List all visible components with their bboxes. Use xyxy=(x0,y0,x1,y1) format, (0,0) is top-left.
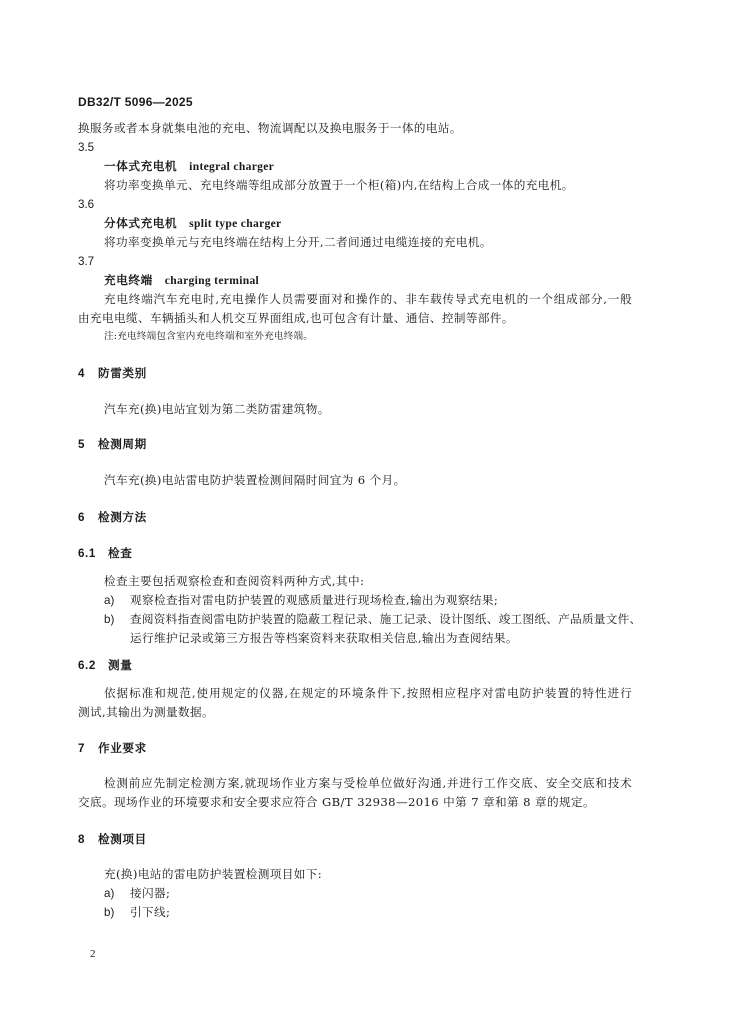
list-label: b) xyxy=(104,613,115,626)
subsection-number: 6.1 xyxy=(78,547,96,560)
term-zh: 一体式充电机 xyxy=(104,159,178,173)
term-definition: 充电终端汽车充电时,充电操作人员需要面对和操作的、非车载传导式充电机的一个组成部分,一般 xyxy=(104,292,632,306)
paragraph-line: 检测前应先制定检测方案,就现场作业方案与受检单位做好沟通,并进行工作交底、安全交底和技术 xyxy=(104,776,632,790)
paragraph-line: 汽车充(换)电站雷电防护装置检测间隔时间宜为 6 个月。 xyxy=(104,473,406,487)
list-item-text: 运行维护记录或第三方报告等档案资料来获取相关信息,输出为查阅结果。 xyxy=(130,631,518,645)
document-id: DB32/T 5096—2025 xyxy=(78,95,193,109)
list-label: a) xyxy=(104,887,115,900)
list-item-text: 接闪器; xyxy=(130,886,171,900)
paragraph-line: 交底。现场作业的环境要求和安全要求应符合 GB/T 32938—2016 中第 7 章和第 8 章的规定。 xyxy=(78,795,595,809)
section-number: 8 xyxy=(78,833,86,846)
section-number: 4 xyxy=(78,367,86,380)
subsection-title: 检查 xyxy=(108,546,133,560)
term-heading xyxy=(104,218,282,230)
paragraph-line: 依据标准和规范,使用规定的仪器,在规定的环境条件下,按照相应程序对雷电防护装置的特性进行 xyxy=(104,686,632,700)
section-title: 检测周期 xyxy=(98,437,147,451)
term-en: integral charger xyxy=(189,160,275,173)
paragraph-line: 检查主要包括观察检查和查阅资料两种方式,其中: xyxy=(104,574,365,588)
note: 注:充电终端包含室内充电终端和室外充电终端。 xyxy=(104,331,314,342)
section-title: 作业要求 xyxy=(98,741,147,755)
section-number: 7 xyxy=(78,742,86,755)
term-definition: 将功率变换单元、充电终端等组成部分放置于一个柜(箱)内,在结构上合成一体的充电机。 xyxy=(104,178,574,192)
list-item-text: 观察检查指对雷电防护装置的观感质量进行现场检查,输出为观察结果; xyxy=(130,593,499,607)
section-title: 检测方法 xyxy=(98,510,147,524)
term-heading xyxy=(104,275,259,287)
clause-number: 3.7 xyxy=(78,255,95,268)
subsection-title: 测量 xyxy=(108,658,133,672)
subsection-number: 6.2 xyxy=(78,659,96,672)
paragraph-line: 测试,其输出为测量数据。 xyxy=(78,705,215,719)
term-en: charging terminal xyxy=(164,274,260,287)
term-en: split type charger xyxy=(189,217,282,230)
list-item-text: 查阅资料指查阅雷电防护装置的隐蔽工程记录、施工记录、设计图纸、竣工图纸、产品质量文件、 xyxy=(130,612,642,626)
clause-number: 3.5 xyxy=(78,141,95,154)
section-title: 检测项目 xyxy=(98,832,147,846)
list-label: a) xyxy=(104,594,115,607)
term-zh: 充电终端 xyxy=(104,273,153,287)
page-number: 2 xyxy=(90,948,96,960)
list-label: b) xyxy=(104,906,115,919)
term-heading xyxy=(104,161,274,173)
paragraph-line: 汽车充(换)电站宜划为第二类防雷建筑物。 xyxy=(104,402,330,416)
section-title: 防雷类别 xyxy=(98,366,147,380)
paragraph-line: 换服务或者本身就集电池的充电、物流调配以及换电服务于一体的电站。 xyxy=(78,121,462,135)
paragraph-line: 充(换)电站的雷电防护装置检测项目如下: xyxy=(104,867,323,881)
clause-number: 3.6 xyxy=(78,198,95,211)
term-definition: 由充电电缆、车辆插头和人机交互界面组成,也可包含有计量、通信、控制等部件。 xyxy=(78,311,514,325)
section-number: 6 xyxy=(78,511,86,524)
term-zh: 分体式充电机 xyxy=(104,216,178,230)
list-item-text: 引下线; xyxy=(130,905,171,919)
term-definition: 将功率变换单元与充电终端在结构上分开,二者间通过电缆连接的充电机。 xyxy=(104,235,492,249)
section-number: 5 xyxy=(78,438,86,451)
